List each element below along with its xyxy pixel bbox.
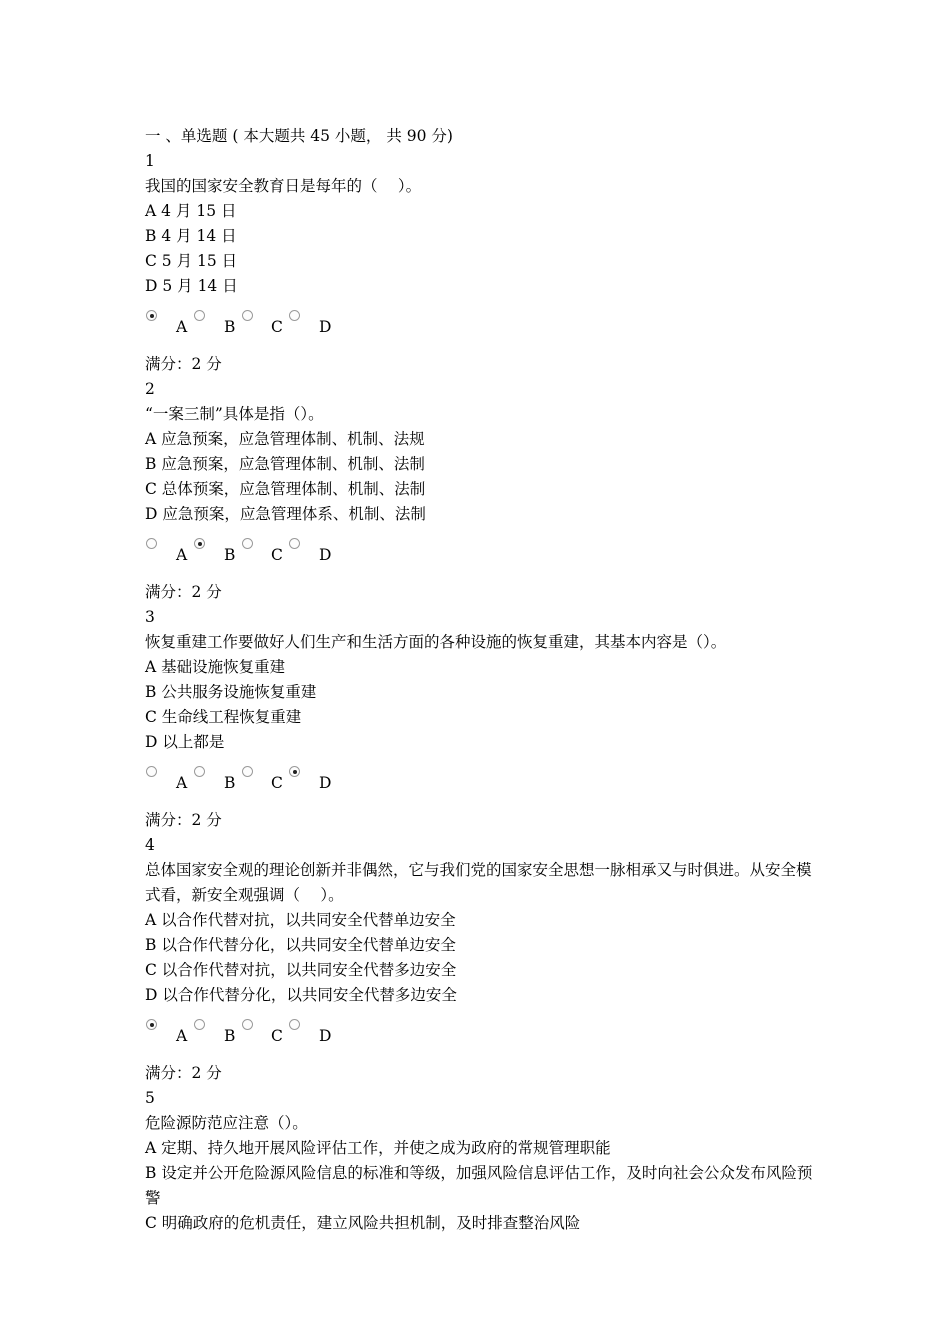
radio-c[interactable]	[242, 538, 253, 549]
option-b: B 应急预案，应急管理体制、机制、法制	[145, 455, 425, 473]
option-a: A 基础设施恢复重建	[145, 658, 286, 676]
option-d: D 以上都是	[145, 733, 225, 751]
option-c: C 5 月 15 日	[145, 252, 238, 270]
radio-label-a: A	[176, 546, 188, 564]
radio-label-d: D	[319, 318, 332, 336]
section-title: 一 、单选题 ( 本大题共 45 小题， 共 90 分)	[145, 127, 453, 145]
radio-label-b: B	[224, 1027, 236, 1045]
option-c: C 以合作代替对抗，以共同安全代替多边安全	[145, 961, 457, 979]
answer-radio-group	[145, 766, 825, 800]
radio-label-b: B	[224, 546, 236, 564]
score-value: 2 分	[191, 583, 222, 601]
radio-c[interactable]	[242, 1019, 253, 1030]
score-line	[145, 1061, 825, 1086]
radio-label-d: D	[319, 1027, 332, 1045]
question-text: 总体国家安全观的理论创新并非偶然，它与我们党的国家安全思想一脉相承又与时俱进。从安全模式看，新安全观强调（ ）。	[145, 861, 812, 904]
radio-label-d: D	[319, 546, 332, 564]
score-label: 满分：	[145, 355, 192, 373]
answer-radio-group	[145, 310, 825, 344]
score-line	[145, 352, 825, 377]
option-b: B 以合作代替分化，以共同安全代替单边安全	[145, 936, 456, 954]
option-a: A 定期、持久地开展风险评估工作，并使之成为政府的常规管理职能	[145, 1139, 611, 1157]
option-c: C 明确政府的危机责任，建立风险共担机制，及时排查整治风险	[145, 1214, 581, 1232]
radio-a[interactable]	[146, 310, 157, 321]
score-value: 2 分	[191, 355, 222, 373]
option-b: B 公共服务设施恢复重建	[145, 683, 317, 701]
radio-d[interactable]	[289, 538, 300, 549]
question-text: “一案三制”具体是指（）。	[145, 405, 324, 423]
radio-label-c: C	[271, 1027, 283, 1045]
score-line	[145, 808, 825, 833]
question-3	[145, 605, 825, 833]
radio-a[interactable]	[146, 1019, 157, 1030]
question-text: 恢复重建工作要做好人们生产和生活方面的各种设施的恢复重建，其基本内容是（）。	[145, 633, 727, 651]
radio-label-a: A	[176, 318, 188, 336]
option-a: A 应急预案，应急管理体制、机制、法规	[145, 430, 425, 448]
question-number: 1	[145, 152, 155, 170]
question-text: 危险源防范应注意（）。	[145, 1114, 308, 1132]
radio-c[interactable]	[242, 310, 253, 321]
radio-d[interactable]	[289, 1019, 300, 1030]
radio-label-c: C	[271, 774, 283, 792]
score-value: 2 分	[191, 811, 222, 829]
score-value: 2 分	[191, 1064, 222, 1082]
score-line	[145, 580, 825, 605]
radio-c[interactable]	[242, 766, 253, 777]
option-a: A 4 月 15 日	[145, 202, 237, 220]
radio-b[interactable]	[194, 310, 205, 321]
radio-label-a: A	[176, 1027, 188, 1045]
option-b: B 设定并公开危险源风险信息的标准和等级，加强风险信息评估工作，及时向社会公众发布风险预警	[145, 1164, 813, 1207]
option-a: A 以合作代替对抗，以共同安全代替单边安全	[145, 911, 456, 929]
score-label: 满分：	[145, 583, 192, 601]
radio-d[interactable]	[289, 766, 300, 777]
question-2	[145, 377, 825, 605]
radio-d[interactable]	[289, 310, 300, 321]
radio-a[interactable]	[146, 766, 157, 777]
question-number: 3	[145, 608, 155, 626]
option-d: D 5 月 14 日	[145, 277, 238, 295]
radio-label-c: C	[271, 546, 283, 564]
radio-label-d: D	[319, 774, 332, 792]
radio-label-c: C	[271, 318, 283, 336]
question-text: 我国的国家安全教育日是每年的（ ）。	[145, 177, 422, 195]
radio-a[interactable]	[146, 538, 157, 549]
option-b: B 4 月 14 日	[145, 227, 237, 245]
question-number: 4	[145, 836, 155, 854]
option-d: D 应急预案，应急管理体系、机制、法制	[145, 505, 426, 523]
exam-page	[145, 124, 825, 1236]
answer-radio-group	[145, 538, 825, 572]
question-number: 2	[145, 380, 155, 398]
question-5	[145, 1086, 825, 1236]
radio-label-a: A	[176, 774, 188, 792]
question-number: 5	[145, 1089, 155, 1107]
question-1	[145, 149, 825, 377]
radio-label-b: B	[224, 774, 236, 792]
option-c: C 生命线工程恢复重建	[145, 708, 302, 726]
radio-b[interactable]	[194, 538, 205, 549]
option-c: C 总体预案，应急管理体制、机制、法制	[145, 480, 426, 498]
question-4	[145, 833, 825, 1086]
radio-label-b: B	[224, 318, 236, 336]
option-d: D 以合作代替分化，以共同安全代替多边安全	[145, 986, 457, 1004]
score-label: 满分：	[145, 811, 192, 829]
radio-b[interactable]	[194, 1019, 205, 1030]
score-label: 满分：	[145, 1064, 192, 1082]
radio-b[interactable]	[194, 766, 205, 777]
answer-radio-group	[145, 1019, 825, 1053]
